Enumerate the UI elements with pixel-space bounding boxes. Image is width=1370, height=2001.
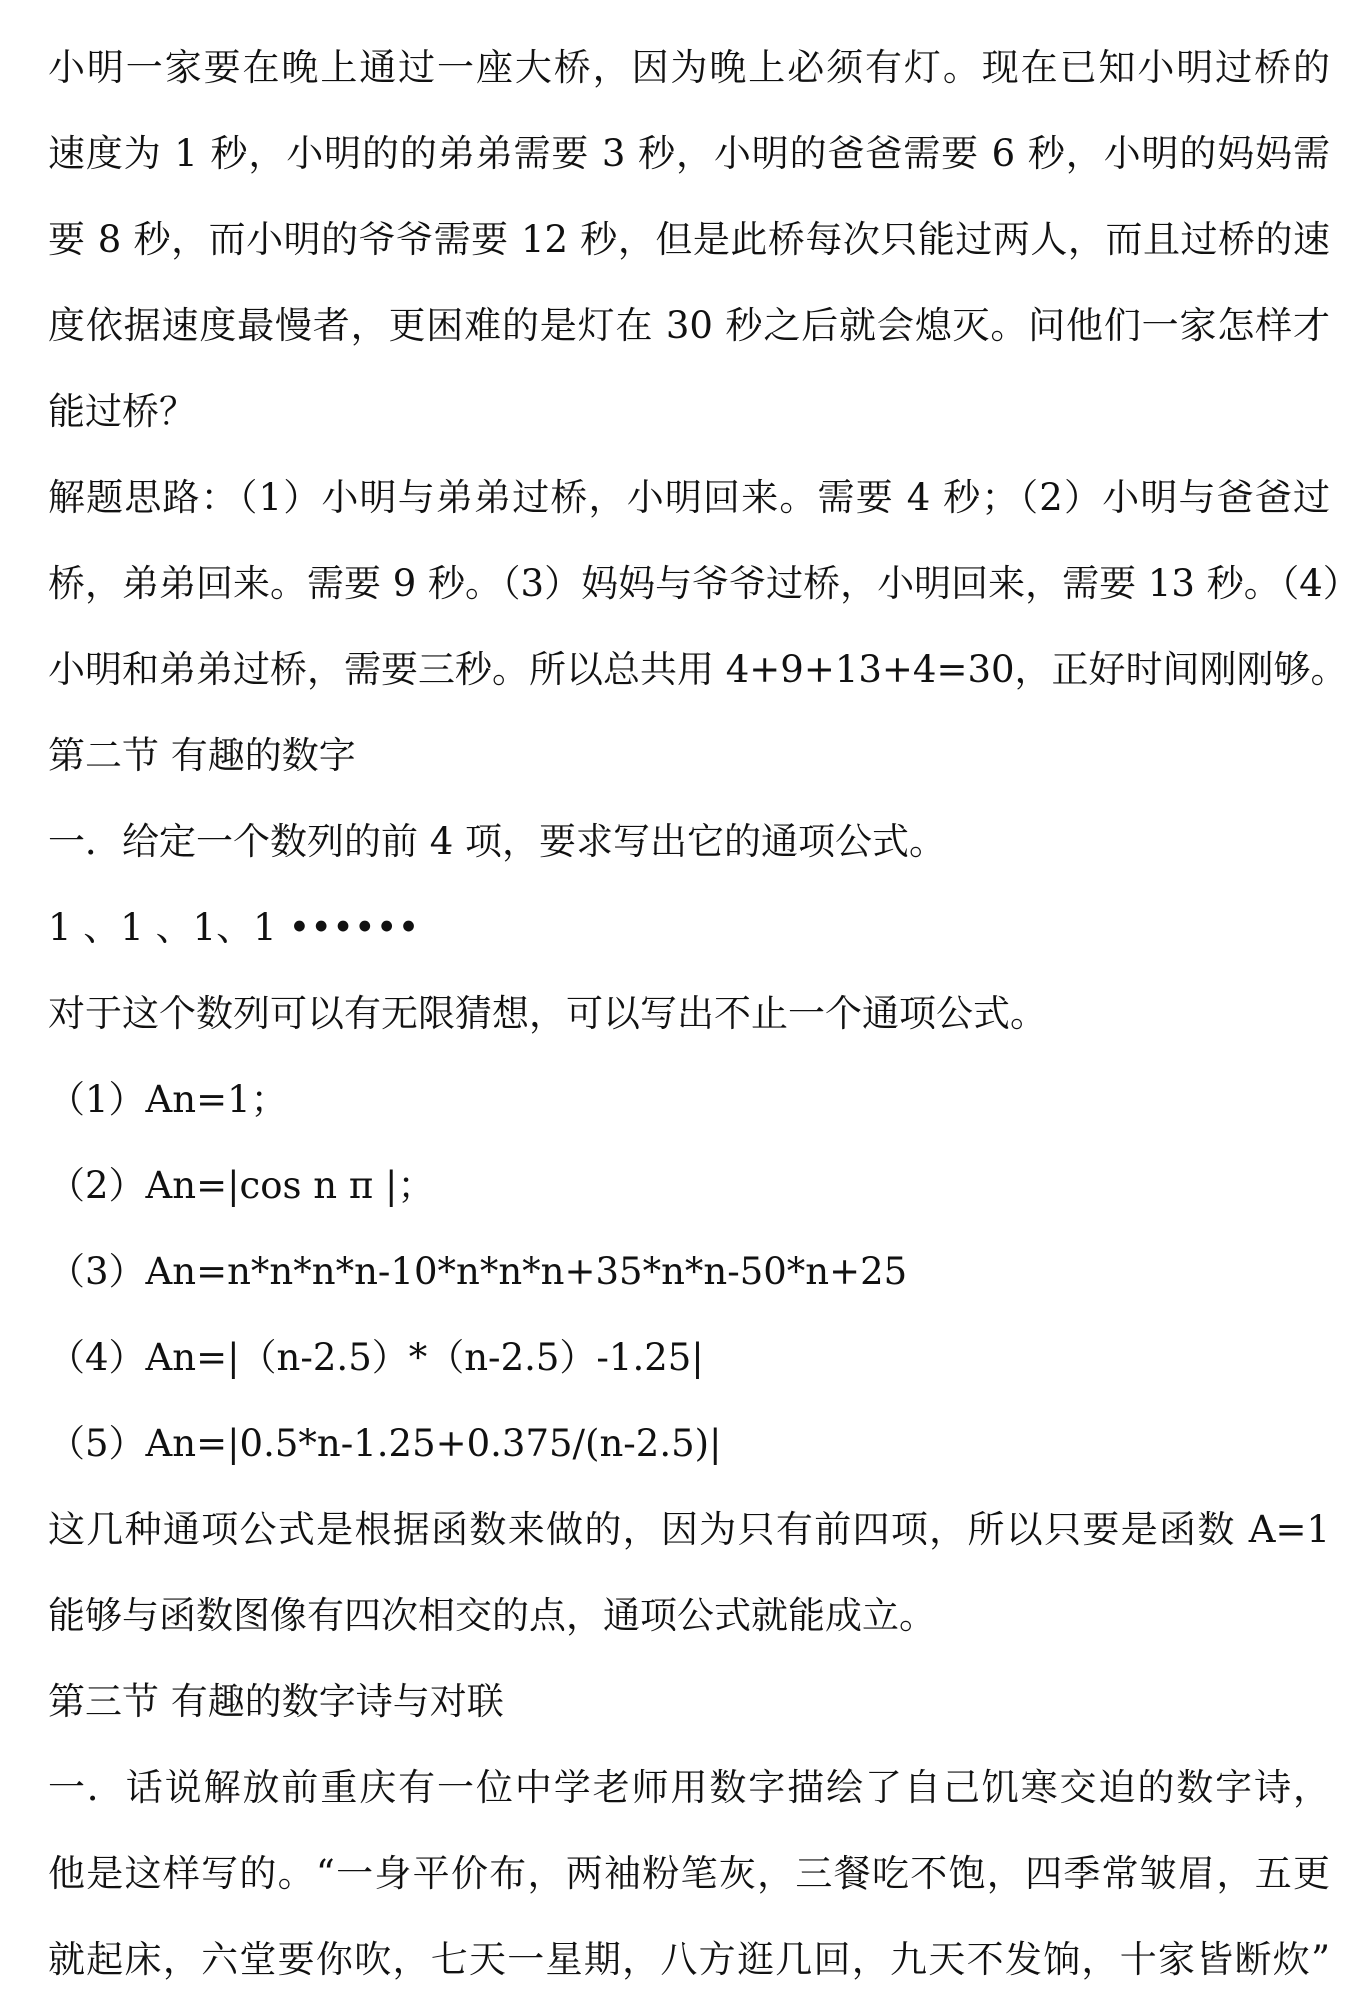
sequence-line: 1 、1 、1、1 •••••• — [48, 906, 420, 949]
text-line: 能过桥？ — [48, 390, 196, 433]
text-line: 这几种通项公式是根据函数来做的，因为只有前四项，所以只要是函数 A=1 — [48, 1508, 1330, 1551]
section-heading: 第三节 有趣的数字诗与对联 — [48, 1680, 504, 1723]
formula-line: （3）An=n*n*n*n-10*n*n*n+35*n*n-50*n+25 — [48, 1250, 908, 1293]
text-line: 能够与函数图像有四次相交的点，通项公式就能成立。 — [48, 1594, 936, 1637]
text-line: 他是这样写的。“一身平价布，两袖粉笔灰，三餐吃不饱，四季常皱眉，五更 — [48, 1852, 1330, 1895]
text-line: 小明一家要在晚上通过一座大桥，因为晚上必须有灯。现在已知小明过桥的 — [48, 46, 1330, 89]
text-line: 度依据速度最慢者，更困难的是灯在 30 秒之后就会熄灭。问他们一家怎样才 — [48, 304, 1330, 347]
formula-line: （2）An=|cos n π |； — [48, 1164, 435, 1207]
text-line: 小明和弟弟过桥，需要三秒。所以总共用 4+9+13+4=30，正好时间刚刚够。 — [48, 648, 1348, 691]
text-line: 就起床，六堂要你吹，七天一星期，八方逛几回，九天不发饷，十家皆断炊” — [48, 1938, 1330, 1981]
text-line: 一．话说解放前重庆有一位中学老师用数字描绘了自己饥寒交迫的数字诗， — [48, 1766, 1330, 1809]
text-line: 解题思路：（1）小明与弟弟过桥，小明回来。需要 4 秒；（2）小明与爸爸过 — [48, 476, 1330, 519]
section-heading: 第二节 有趣的数字 — [48, 734, 356, 777]
text-line: 一．给定一个数列的前 4 项，要求写出它的通项公式。 — [48, 820, 947, 863]
text-line: 桥，弟弟回来。需要 9 秒。（3）妈妈与爷爷过桥，小明回来，需要 13 秒。（4） — [48, 562, 1360, 605]
text-line: 速度为 1 秒，小明的的弟弟需要 3 秒，小明的爸爸需要 6 秒，小明的妈妈需 — [48, 132, 1330, 175]
formula-line: （5）An=|0.5*n-1.25+0.375/(n-2.5)| — [48, 1422, 722, 1465]
formula-line: （4）An=|（n-2.5）*（n-2.5）-1.25| — [48, 1336, 704, 1379]
formula-line: （1）An=1； — [48, 1078, 288, 1121]
text-line: 要 8 秒，而小明的爷爷需要 12 秒，但是此桥每次只能过两人，而且过桥的速 — [48, 218, 1330, 261]
text-line: 对于这个数列可以有无限猜想，可以写出不止一个通项公式。 — [48, 992, 1047, 1035]
